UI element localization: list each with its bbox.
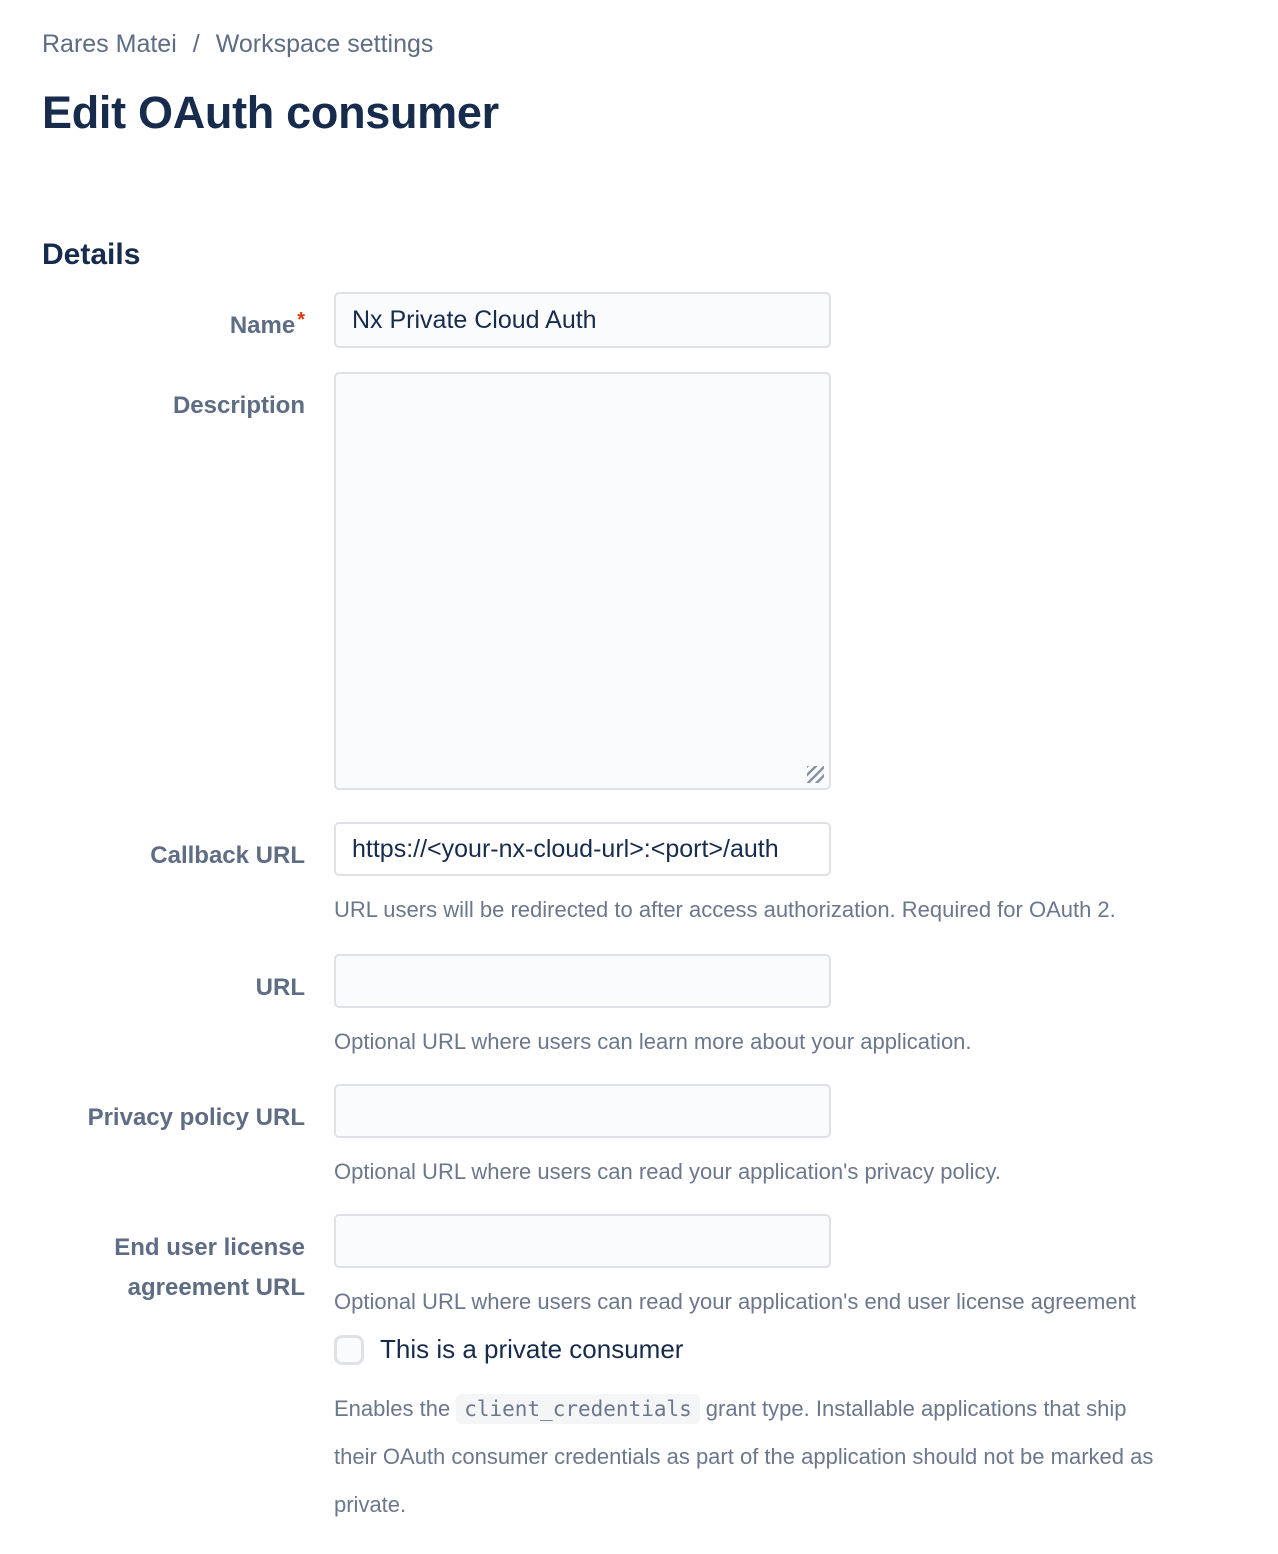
url-field-control bbox=[334, 954, 1236, 1056]
breadcrumb-separator: / bbox=[192, 30, 200, 58]
page-title: Edit OAuth consumer bbox=[42, 87, 499, 138]
description-field-control bbox=[334, 372, 1236, 790]
name-label-text: Name bbox=[229, 312, 296, 339]
breadcrumb-link-workspace-settings[interactable]: Workspace settings bbox=[215, 30, 434, 58]
client-credentials-code-chip: client_credentials bbox=[456, 1394, 700, 1424]
private-consumer-help-prefix: Enables the bbox=[334, 1396, 451, 1421]
callback-url-field-row bbox=[42, 822, 1236, 924]
eula-url-field-row bbox=[42, 1214, 1236, 1316]
breadcrumb-link-user[interactable]: Rares Matei bbox=[42, 30, 177, 58]
breadcrumb bbox=[42, 30, 1236, 58]
eula-url-input[interactable] bbox=[334, 1214, 831, 1268]
description-textarea-wrap bbox=[334, 372, 831, 790]
details-section-heading: Details bbox=[42, 238, 141, 271]
eula-url-field-control bbox=[334, 1214, 1236, 1316]
callback-url-label: Callback URL bbox=[150, 842, 305, 869]
name-input[interactable] bbox=[334, 292, 831, 348]
privacy-policy-url-help-text: Optional URL where users can read your application's privacy policy. bbox=[334, 1159, 1001, 1184]
name-field-control bbox=[334, 292, 1236, 348]
description-field-row bbox=[42, 372, 1236, 790]
private-consumer-checkbox-label[interactable]: This is a private consumer bbox=[380, 1334, 684, 1364]
description-textarea[interactable] bbox=[334, 372, 831, 790]
url-input[interactable] bbox=[334, 954, 831, 1008]
oauth-consumer-form bbox=[42, 292, 1236, 1529]
eula-url-label: End user license agreement URL bbox=[114, 1234, 305, 1301]
description-label: Description bbox=[172, 392, 305, 419]
eula-url-help-text: Optional URL where users can read your application's end user license agreement bbox=[334, 1289, 1136, 1314]
privacy-policy-url-label: Privacy policy URL bbox=[87, 1104, 305, 1131]
name-label bbox=[42, 292, 305, 347]
name-field-row bbox=[42, 292, 1236, 348]
url-field-row bbox=[42, 954, 1236, 1056]
privacy-policy-url-field-control bbox=[334, 1084, 1236, 1186]
private-consumer-checkbox[interactable] bbox=[334, 1335, 364, 1365]
callback-url-help-text: URL users will be redirected to after access authorization. Required for OAuth 2. bbox=[334, 897, 1116, 922]
callback-url-field-control bbox=[334, 822, 1236, 924]
private-consumer-help-text bbox=[334, 1385, 1170, 1529]
private-consumer-help-suffix: grant type. Installable applications that ship their OAuth consumer credentials as part of the application should not be marked as private. bbox=[334, 1396, 1154, 1517]
url-label: URL bbox=[255, 974, 305, 1001]
private-consumer-checkbox-row bbox=[334, 1334, 1236, 1365]
url-help-text: Optional URL where users can learn more about your application. bbox=[334, 1029, 972, 1054]
required-asterisk: * bbox=[297, 309, 305, 331]
privacy-policy-url-field-row bbox=[42, 1084, 1236, 1186]
privacy-policy-url-input[interactable] bbox=[334, 1084, 831, 1138]
callback-url-input[interactable] bbox=[334, 822, 831, 876]
